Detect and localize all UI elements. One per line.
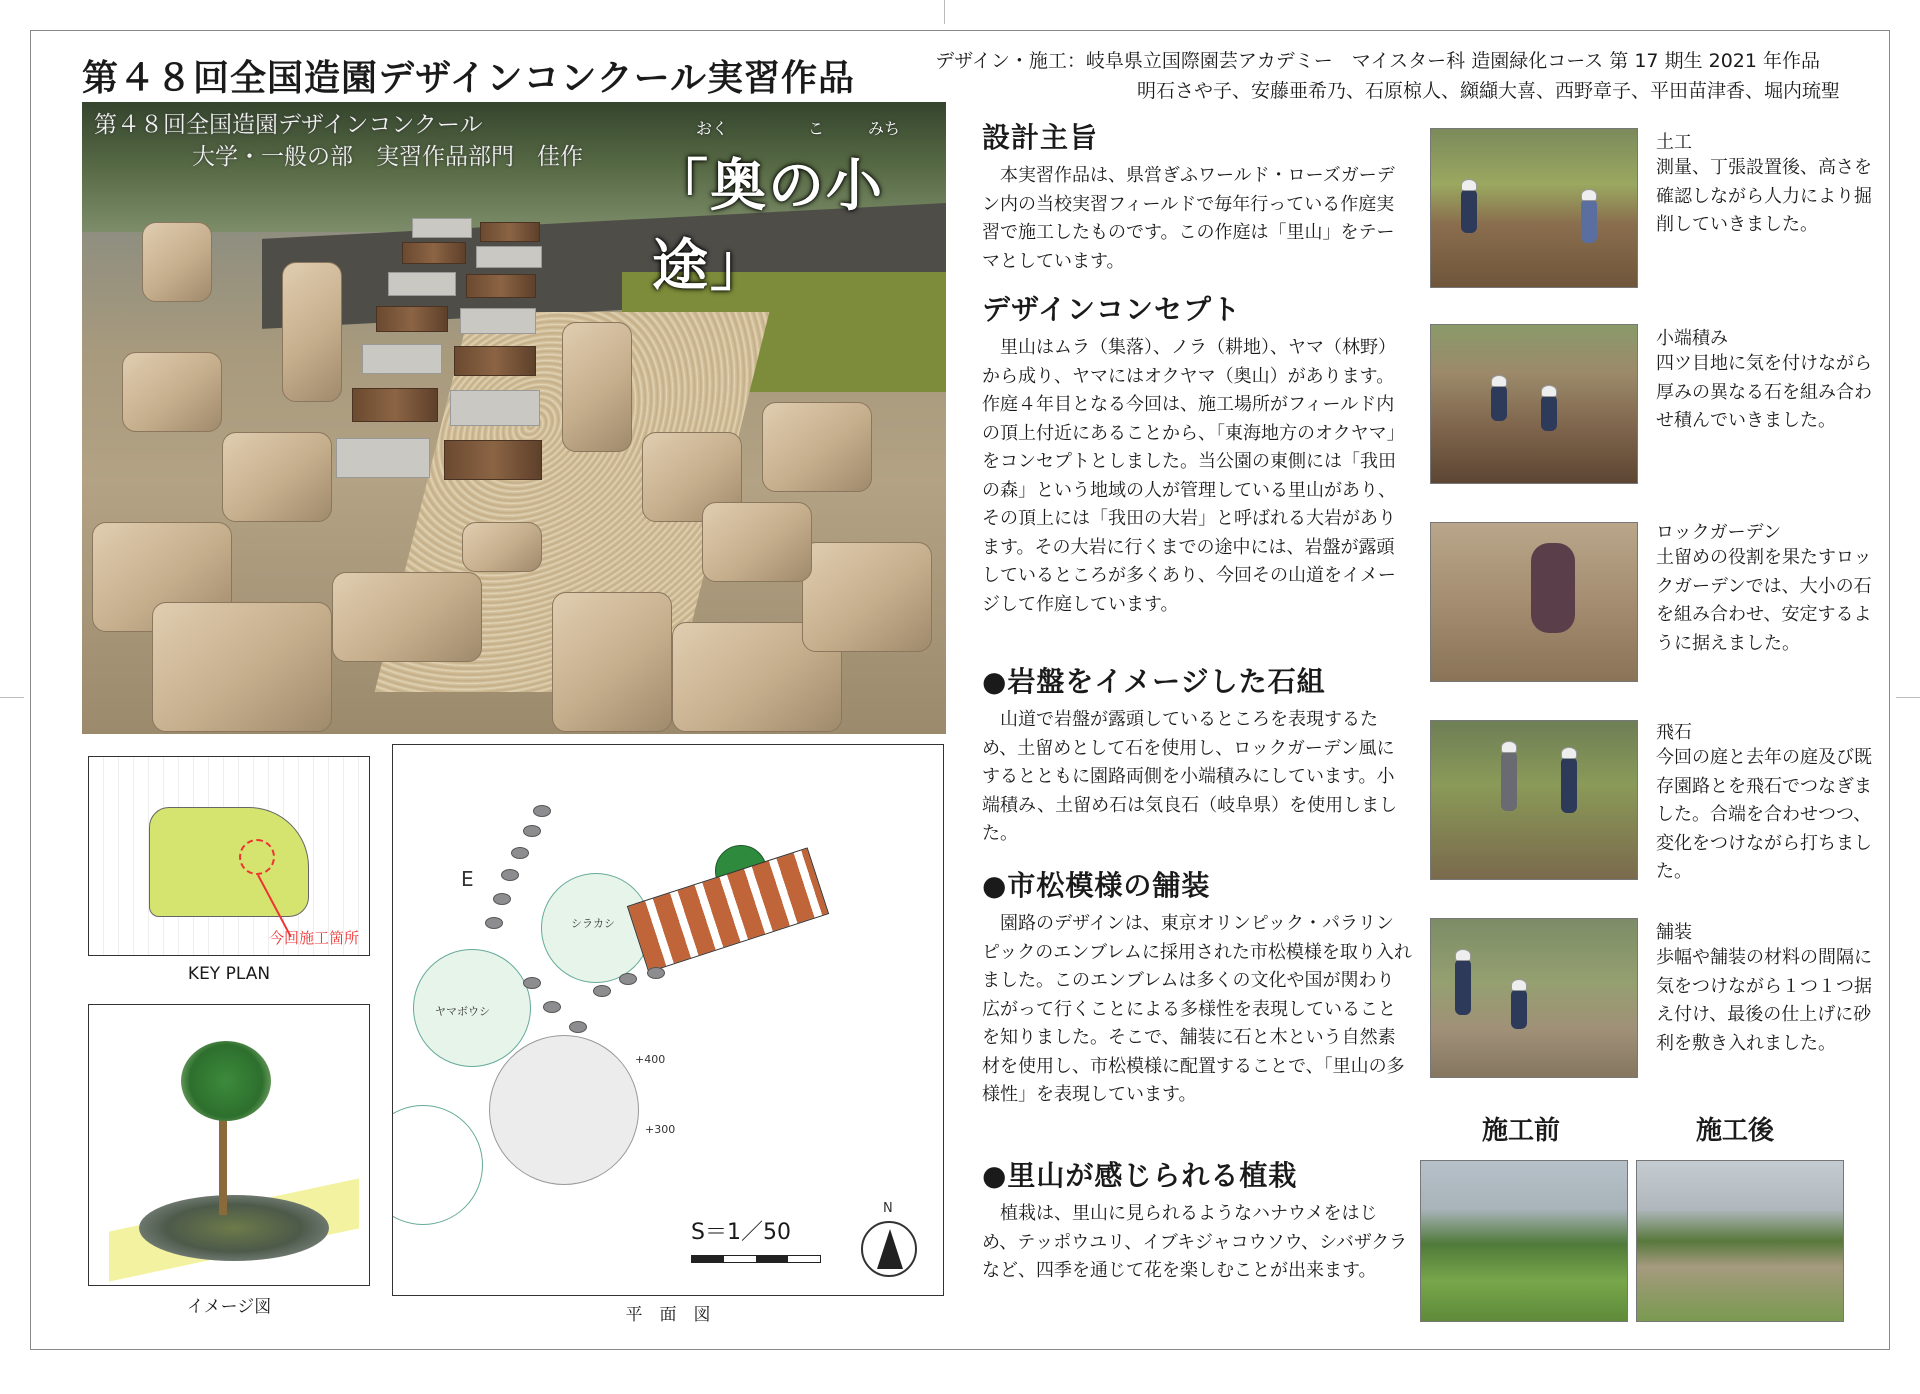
plan-stepping-stone (523, 825, 541, 837)
north-arrow-icon (861, 1221, 917, 1277)
section-paving (982, 864, 1412, 1110)
plan-stepping-stone (569, 1021, 587, 1033)
plan-drawing (392, 744, 944, 1296)
key-plan-site-area (149, 807, 309, 917)
rock (152, 602, 332, 732)
plan-stepping-stone (543, 1001, 561, 1013)
plan-paved-circle (489, 1035, 639, 1185)
photo-person (1461, 189, 1477, 233)
plan-stepping-stone (485, 917, 503, 929)
plan-stepping-stone (511, 847, 529, 859)
rock (762, 402, 872, 492)
section-design-concept (982, 288, 1412, 619)
step-photo-stacking (1430, 324, 1638, 484)
paver-wood (454, 346, 536, 376)
hero-subtitle-2: 大学・一般の部 実習作品部門 佳作 (192, 144, 583, 170)
rock (142, 222, 212, 302)
photo-person (1491, 385, 1507, 421)
section-body: 園路のデザインは、東京オリンピック・パラリンピックのエンブレムに採用された市松模様を取り入れました。このエンブレムは多くの文化や国が関わり広がって行くことによる多様性を表現していることを知りました。そこで、舗装に石と木という自然素材を使用し、市松模様に配置することで、「里山の多様性」を表現しています。 (982, 913, 1412, 1105)
photo-person (1501, 751, 1517, 811)
photo-person (1581, 199, 1597, 243)
plan-scale: S＝1／50 (691, 1220, 791, 1245)
photo-background (1431, 325, 1637, 483)
paver-wood (466, 274, 536, 298)
step-text: 土留めの役割を果たすロックガーデンでは、大小の石を組み合わせ、安定するように据えました。 (1656, 547, 1872, 654)
after-photo (1636, 1160, 1844, 1322)
before-label: 施工前 (1482, 1116, 1561, 1146)
rock (802, 542, 932, 652)
credit-line-1: デザイン・施工：岐阜県立国際園芸アカデミー マイスター科 造園緑化コース 第 17 期生 2021 年作品 (935, 50, 1820, 72)
paver-wood (402, 242, 466, 264)
plan-circle (392, 1105, 483, 1225)
rock (222, 432, 332, 522)
ruby-oku: おく (696, 119, 729, 138)
step-text: 歩幅や舗装の材料の間隔に気をつけながら１つ１つ据え付け、最後の仕上げに砂利を敷き入れました。 (1656, 947, 1872, 1054)
photo-helmet (1581, 189, 1597, 201)
north-arrow-pointer (877, 1229, 903, 1269)
paver-stone (362, 344, 442, 374)
drawing-tree-canopy (181, 1041, 271, 1121)
section-body: 里山はムラ（集落）、ノラ（耕地）、ヤマ（林野）から成り、ヤマにはオクヤマ（奥山）があります。作庭４年目となる今回は、施工場所がフィールド内の頂上付近にあることから、「東海地方のオクヤマ」をコンセプトとしました。当公園の東側には「我田の森」という地域の人が管理している里山があり、その頂上には「我田の大岩」と呼ばれる大岩があります。その大岩に行くまでの途中には、岩盤が露頭しているところが多くあり、今回その山道をイメージして作庭しています。 (982, 337, 1405, 615)
image-drawing (88, 1004, 370, 1286)
photo-person (1511, 989, 1527, 1029)
plan-stepping-stone (523, 977, 541, 989)
rock (702, 502, 812, 582)
photo-person (1541, 395, 1557, 431)
photo-person (1455, 959, 1471, 1015)
section-design-intent (982, 116, 1412, 276)
step-title: 舗装 (1656, 922, 1692, 943)
plan-label-yamaboushi: ヤマボウシ (435, 1005, 490, 1018)
page-title: 第４８回全国造園デザインコンクール実習作品 (82, 58, 856, 99)
photo-person (1531, 543, 1575, 633)
photo-helmet (1541, 385, 1557, 397)
plan-drawing-caption: 平 面 図 (625, 1305, 711, 1325)
before-photo (1420, 1160, 1628, 1322)
photo-background (1637, 1161, 1843, 1321)
step-text: 測量、丁張設置後、高さを確認しながら人力により掘削していきました。 (1656, 157, 1872, 235)
key-plan-target-marker (239, 839, 275, 875)
paver-stone (412, 218, 472, 238)
step-photo-earthwork (1430, 128, 1638, 288)
rock (462, 522, 542, 572)
photo-background (1431, 721, 1637, 879)
rock (552, 592, 672, 732)
crop-mark (944, 0, 945, 24)
work-title: 「奥の小途」 (652, 154, 884, 299)
step-text: 今回の庭と去年の庭及び既存園路とを飛石でつなぎました。合端を合わせつつ、変化をつけながら打ちました。 (1656, 747, 1872, 882)
paver-stone (476, 246, 542, 268)
photo-helmet (1561, 747, 1577, 759)
key-plan-caption: KEY PLAN (187, 964, 271, 984)
plan-stepping-stone (533, 805, 551, 817)
plan-stepping-stone (493, 893, 511, 905)
ruby-michi: みち (868, 119, 901, 138)
section-heading: ●里山が感じられる植栽 (982, 1159, 1298, 1192)
hero-photo (82, 102, 946, 734)
photo-background (1421, 1161, 1627, 1321)
paver-stone (336, 438, 430, 478)
credit-line-2: 明石さや子、安藤亜希乃、石原椋人、纐纈大喜、西野章子、平田苗津香、堀内琉聖 (1136, 80, 1840, 102)
crop-mark (1896, 697, 1920, 698)
section-body: 本実習作品は、県営ぎふワールド・ローズガーデン内の当校実習フィールドで毎年行っている作庭実習で施工したものです。この作庭は「里山」をテーマとしています。 (982, 165, 1395, 272)
paver-wood (444, 440, 542, 480)
section-body: 山道で岩盤が露頭しているところを表現するため、土留めとして石を使用し、ロックガーデン風にするとともに園路両側を小端積みにしています。小端積み、土留め石は気良石（岐阜県）を使用しました。 (982, 709, 1398, 844)
paver-wood (376, 306, 448, 332)
step-title: 小端積み (1656, 328, 1728, 349)
photo-helmet (1501, 741, 1517, 753)
paver-stone (450, 390, 540, 426)
paver-stone (460, 308, 536, 334)
rock (562, 322, 632, 452)
plan-stepping-stone (593, 985, 611, 997)
hero-subtitle-1: 第４８回全国造園デザインコンクール (94, 112, 483, 138)
rock (122, 352, 222, 432)
section-heading: 設計主旨 (982, 121, 1099, 154)
key-plan-map (88, 756, 370, 956)
photo-helmet (1491, 375, 1507, 387)
drawing-rock-mound (139, 1195, 329, 1261)
crop-mark (0, 697, 24, 698)
paver-wood (480, 222, 540, 242)
paver-stone (388, 272, 456, 296)
plan-label-shirakashi: シラカシ (571, 917, 615, 930)
plan-stepping-stone (647, 967, 665, 979)
step-photo-paving (1430, 918, 1638, 1078)
step-title: 飛石 (1656, 722, 1692, 743)
section-planting (982, 1154, 1412, 1286)
photo-helmet (1455, 949, 1471, 961)
step-photo-rock-garden (1430, 522, 1638, 682)
paver-wood (352, 388, 438, 422)
photo-helmet (1461, 179, 1477, 191)
plan-stepping-stone (619, 973, 637, 985)
image-drawing-caption: イメージ図 (186, 1297, 272, 1317)
photo-person (1561, 757, 1577, 813)
plan-stepping-stone (501, 869, 519, 881)
north-label: N (883, 1201, 893, 1216)
ruby-ko: こ (808, 119, 825, 138)
section-heading: デザインコンセプト (982, 293, 1242, 326)
section-heading: ●岩盤をイメージした石組 (982, 665, 1326, 698)
plan-level-300: +300 (645, 1123, 676, 1136)
plan-level-400: +400 (635, 1053, 666, 1066)
after-label: 施工後 (1696, 1116, 1775, 1146)
rock (332, 572, 482, 662)
section-stonework (982, 660, 1412, 849)
step-title: 土工 (1656, 132, 1692, 153)
section-body: 植栽は、里山に見られるようなハナウメをはじめ、テッポウユリ、イブキジャコウソウ、シバザクラなど、四季を通じて花を楽しむことが出来ます。 (982, 1203, 1408, 1281)
step-text: 四ツ目地に気を付けながら厚みの異なる石を組み合わせ積んでいきました。 (1656, 353, 1872, 431)
photo-helmet (1511, 979, 1527, 991)
plan-label-e: E (461, 867, 474, 891)
step-title: ロックガーデン (1656, 522, 1782, 543)
plan-scale-bar (691, 1255, 821, 1263)
key-plan-target-label: 今回施工箇所 (269, 929, 360, 947)
rock (282, 262, 342, 402)
step-photo-stepping-stones (1430, 720, 1638, 880)
section-heading: ●市松模様の舗装 (982, 869, 1211, 902)
